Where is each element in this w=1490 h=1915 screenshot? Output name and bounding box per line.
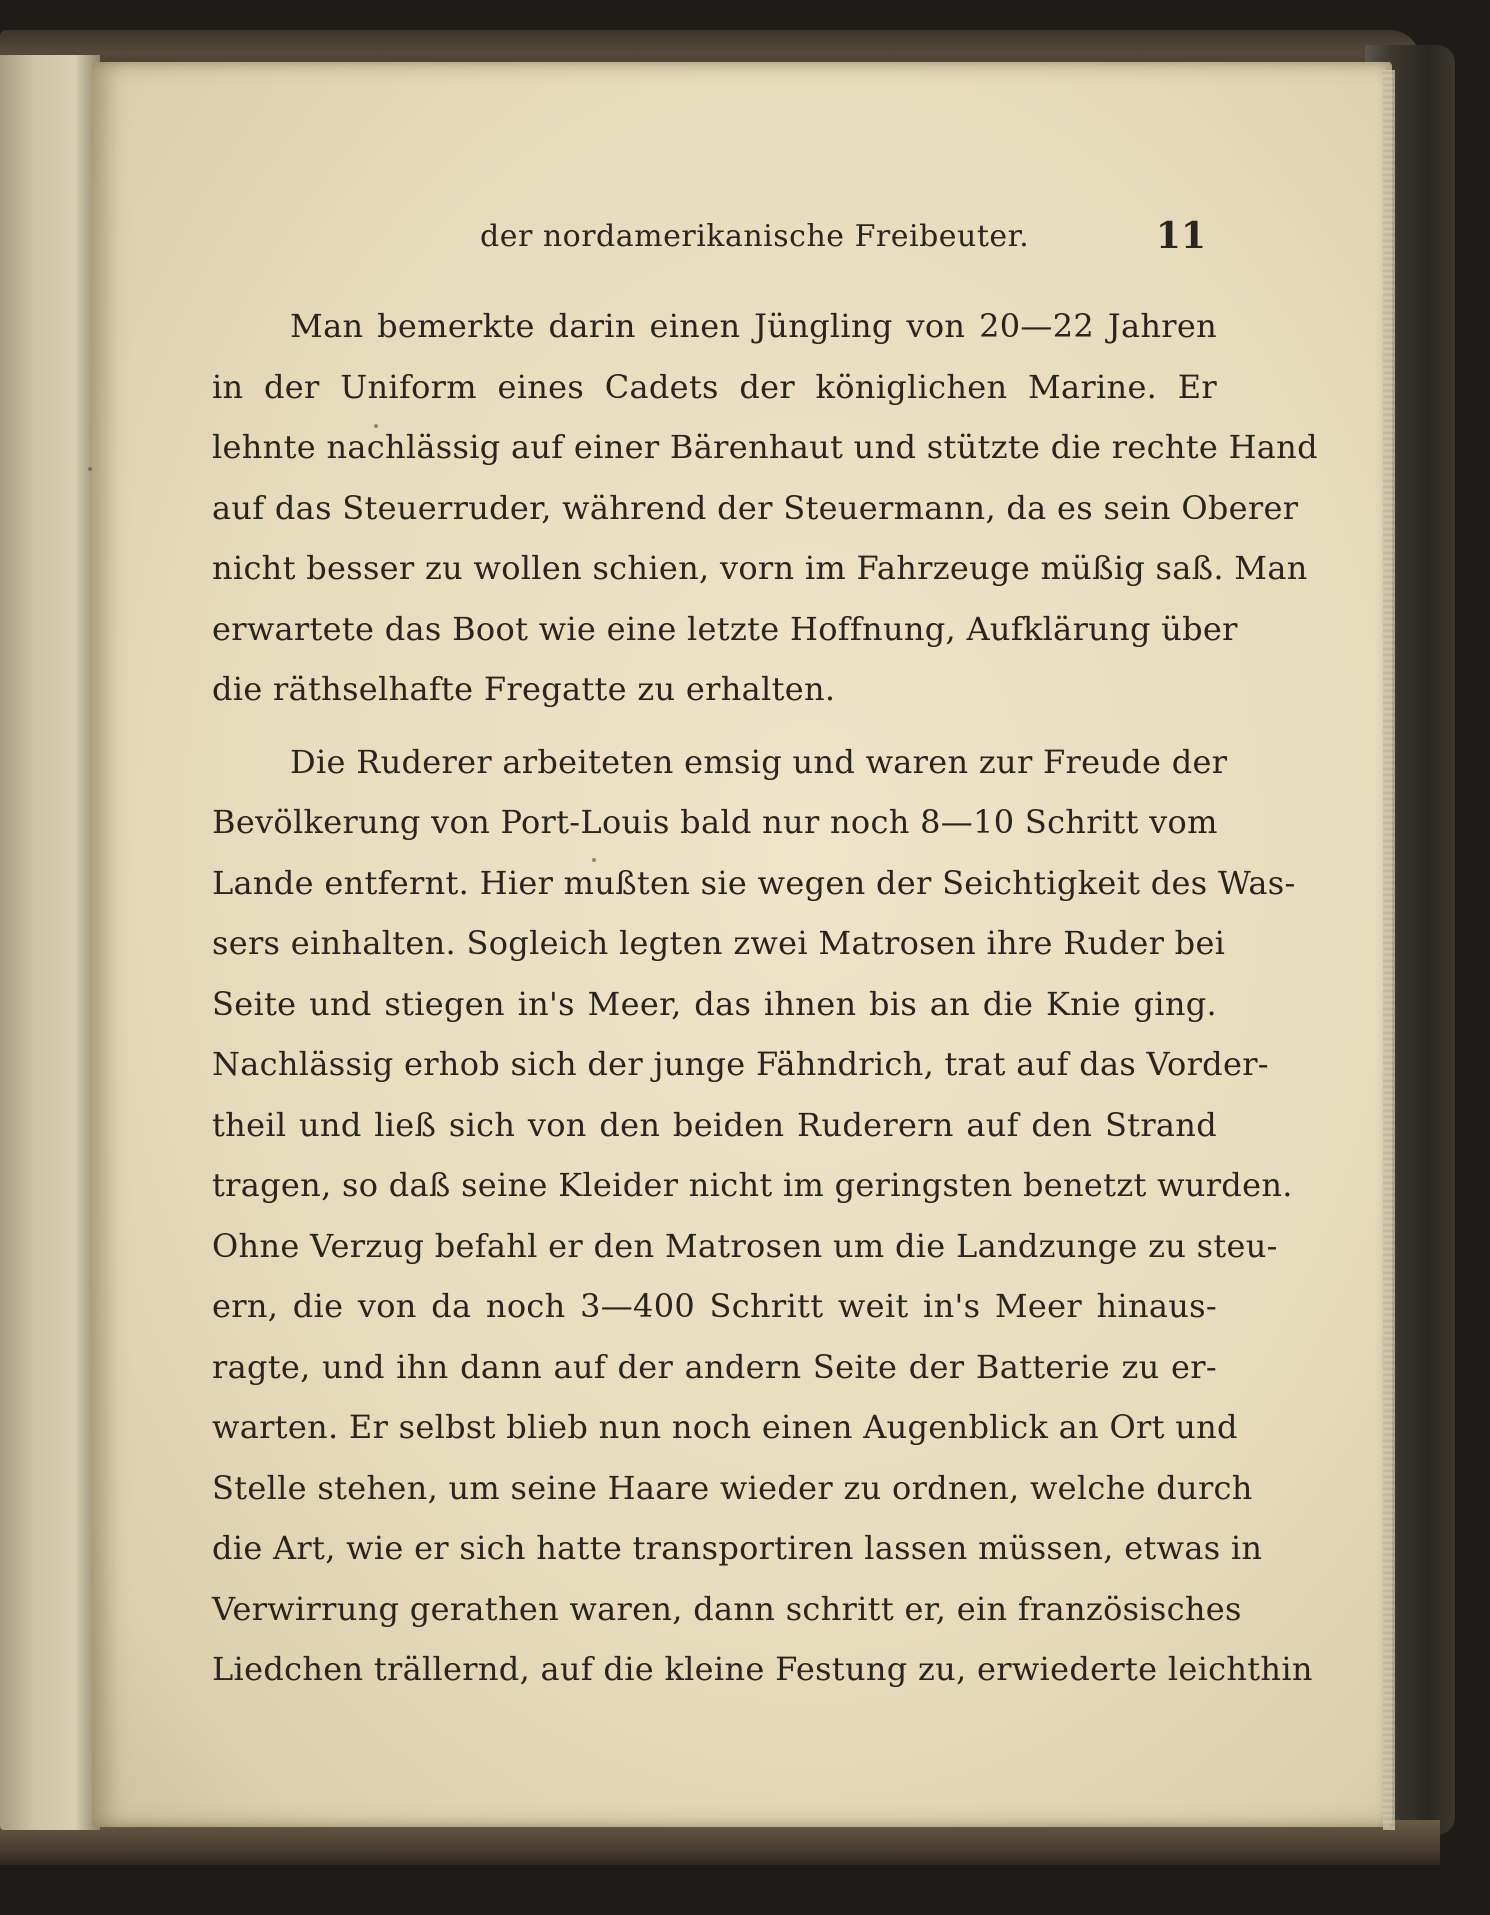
text-line: erwartete das Boot wie eine letzte Hoffnung, Aufklärung über: [212, 609, 1238, 648]
text-line: ragte, und ihn dann auf der andern Seite der Batterie zu er-: [212, 1347, 1217, 1386]
running-title: der nordamerikanische Freibeuter.: [480, 219, 1030, 254]
text-line: sers einhalten. Sogleich legten zwei Matrosen ihre Ruder bei: [212, 924, 1226, 962]
text-line: Liedchen trällernd, auf die kleine Festung zu, erwiederte leichthin: [212, 1650, 1313, 1688]
paragraph: [212, 296, 1318, 720]
text-line: Stelle stehen, um seine Haare wieder zu ordnen, welche durch: [212, 1468, 1253, 1507]
facing-page-edge: [0, 55, 100, 1830]
text-line: die räthselhafte Fregatte zu erhalten.: [212, 670, 836, 708]
text-line: Verwirrung gerathen waren, dann schritt er, ein französisches: [212, 1589, 1242, 1628]
text-line: Seite und stiegen in's Meer, das ihnen bis an die Knie ging.: [212, 984, 1217, 1023]
text-line: Lande entfernt. Hier mußten sie wegen der Seichtigkeit des Was-: [212, 863, 1296, 902]
text-line: nicht besser zu wollen schien, vorn im Fahrzeuge müßig saß. Man: [212, 549, 1308, 587]
paragraph: [212, 732, 1313, 1700]
text-line: Ohne Verzug befahl er den Matrosen um die Landzunge zu steu-: [212, 1226, 1278, 1265]
paragraph-gap: [212, 720, 1217, 732]
text-line: Die Ruderer arbeiteten emsig und waren zur Freude der: [290, 742, 1228, 781]
page-stack-edge: [1383, 70, 1395, 1830]
text-line: auf das Steuerruder, während der Steuermann, da es sein Oberer: [212, 488, 1299, 527]
paper-fleck: [88, 467, 92, 471]
body-text: [212, 296, 1318, 1700]
text-line: Nachlässig erhob sich der junge Fähndrich, trat auf das Vorder-: [212, 1045, 1269, 1083]
text-line: lehnte nachlässig auf einer Bärenhaut und stützte die rechte Hand: [212, 428, 1318, 466]
text-line: in der Uniform eines Cadets der königlichen Marine. Er: [212, 367, 1217, 406]
page-header: [212, 215, 1214, 265]
text-line: die Art, wie er sich hatte transportiren lassen müssen, etwas in: [212, 1529, 1263, 1567]
text-line: tragen, so daß seine Kleider nicht im geringsten benetzt wurden.: [212, 1166, 1293, 1204]
text-line: theil und ließ sich von den beiden Ruderern auf den Strand: [212, 1105, 1217, 1144]
text-line: warten. Er selbst blieb nun noch einen Augenblick an Ort und: [212, 1408, 1238, 1446]
page-number: 11: [1155, 215, 1206, 257]
text-line: Man bemerkte darin einen Jüngling von 20—22 Jahren: [290, 307, 1217, 345]
text-line: ern, die von da noch 3—400 Schritt weit in's Meer hinaus-: [212, 1287, 1217, 1325]
text-line: Bevölkerung von Port-Louis bald nur noch 8—10 Schritt vom: [212, 803, 1218, 841]
